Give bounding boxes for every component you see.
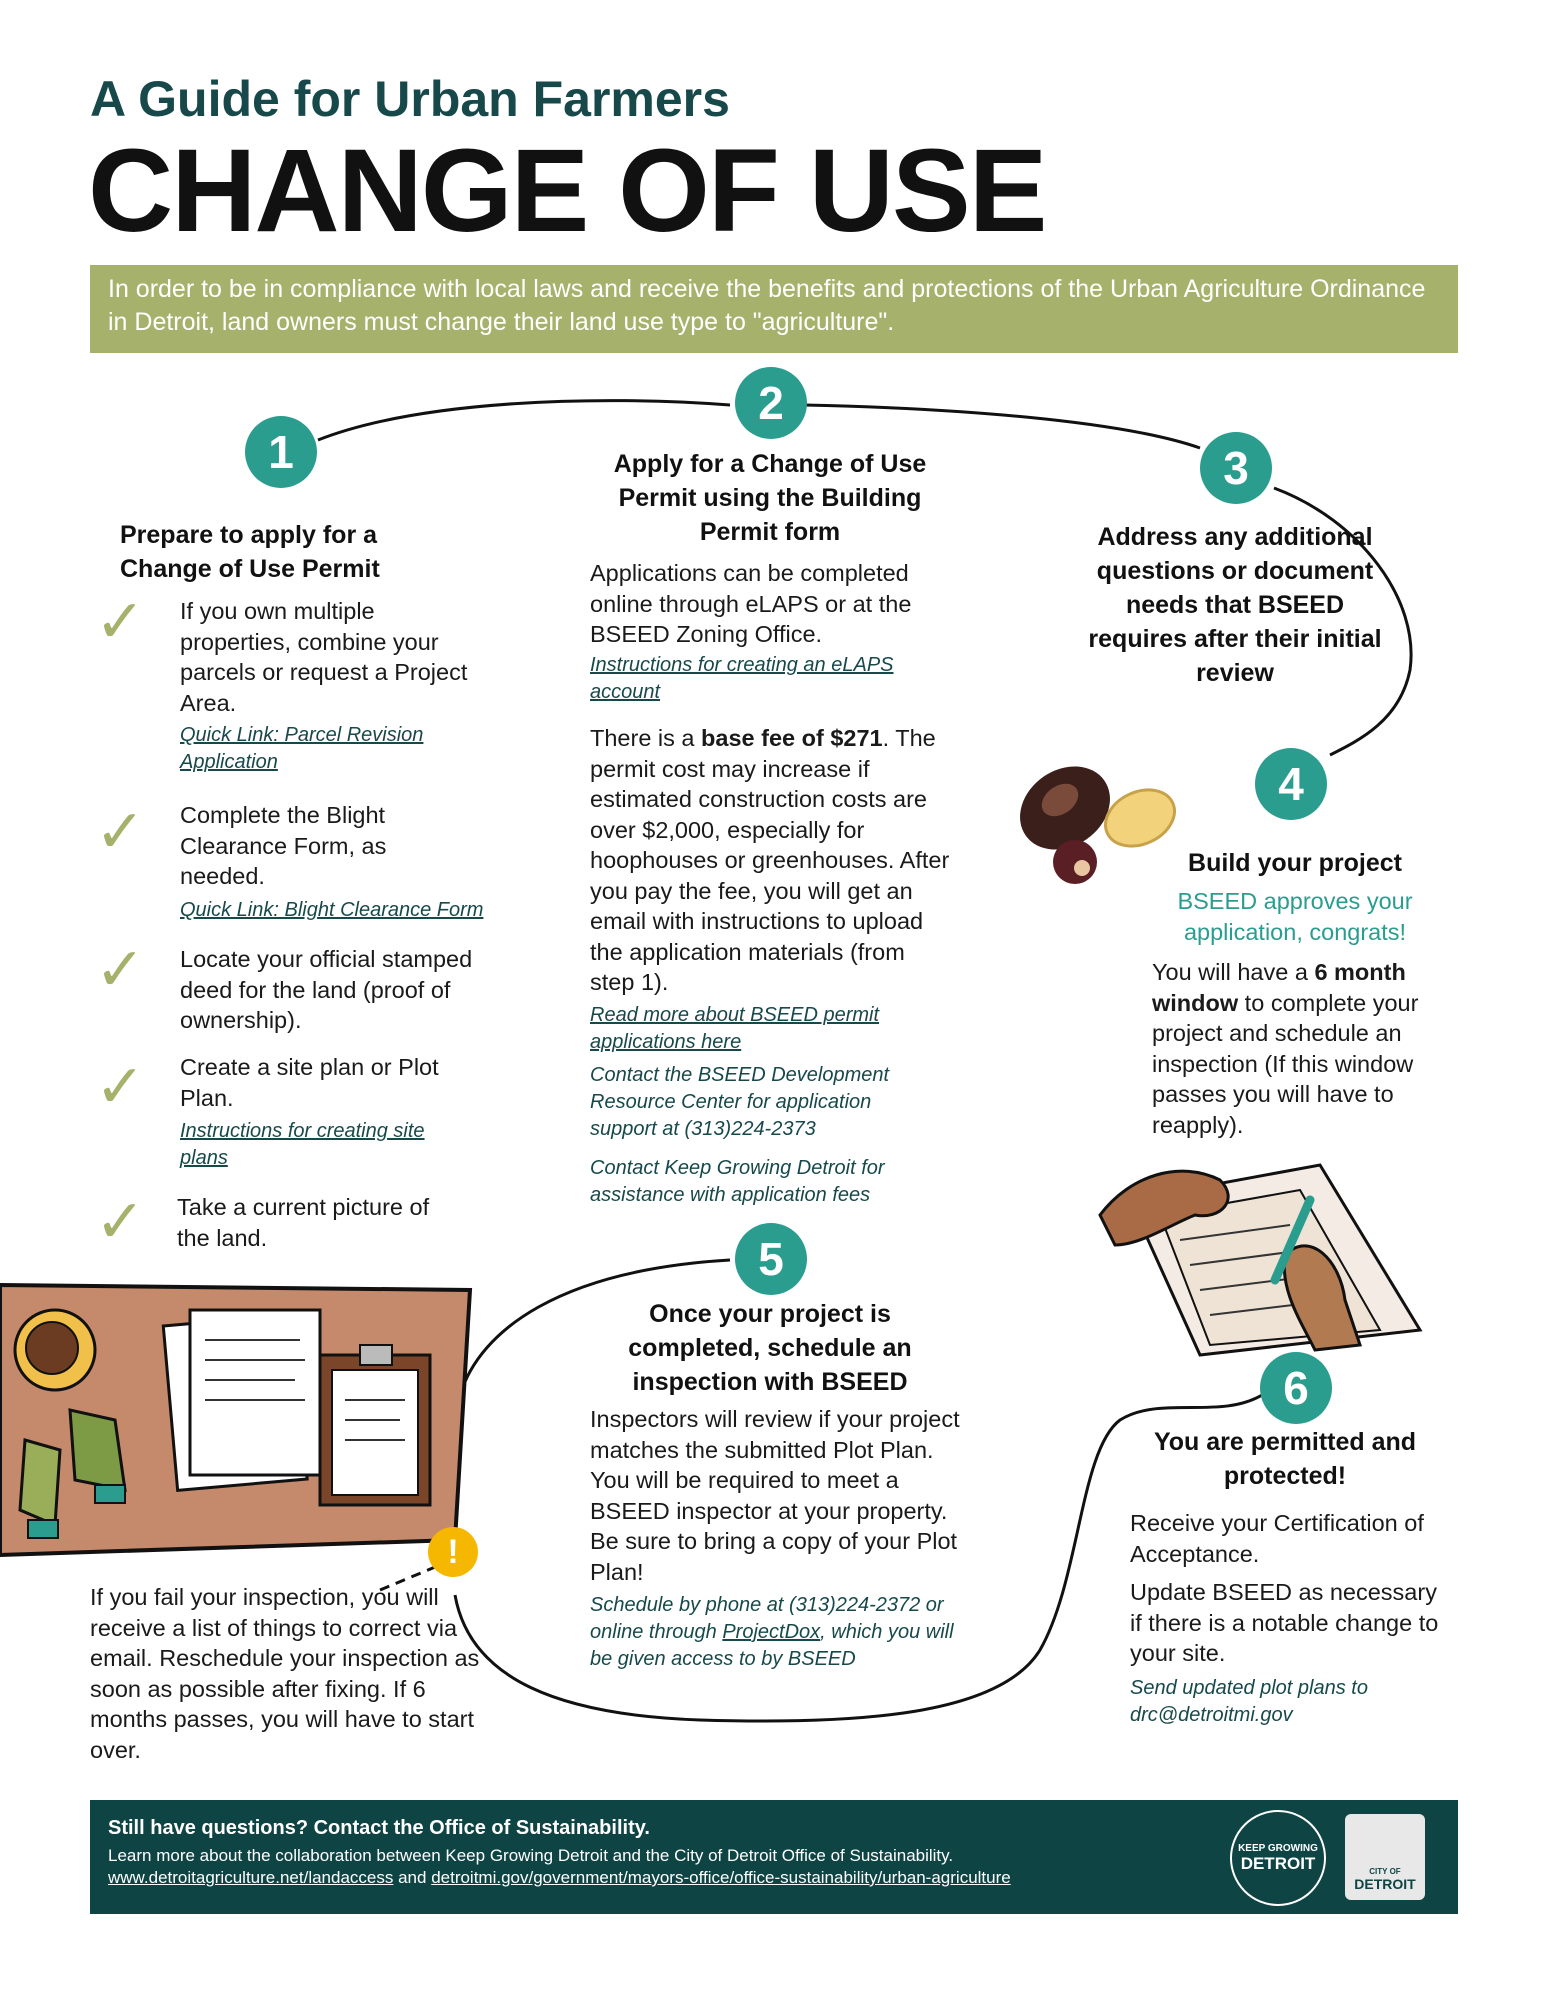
send-plans-note: Send updated plot plans to drc@detroitmi.gov: [1130, 1677, 1368, 1726]
link-line[interactable]: Instructions for creating site: [180, 1120, 425, 1142]
link-line[interactable]: Instructions for creating an eLAPS: [590, 654, 894, 676]
step-2-body: Applications can be completed online through eLAPS or at the BSEED Zoning Office.: [590, 560, 912, 647]
elaps-instructions-link[interactable]: [590, 652, 894, 706]
step-5-body: Inspectors will review if your project matches the submitted Plot Plan. You will be required to meet a BSEED inspector at your property. Be sure to bring a copy of your Plot Plan!: [590, 1406, 960, 1585]
step-4-body: [1152, 957, 1452, 1140]
link-line[interactable]: account: [590, 681, 661, 703]
failed-inspection-text: If you fail your inspection, you will receive a list of things to correct via email. Reschedule your inspection as soon as possible after fixing. If 6 months passes, you will have to start over.: [90, 1584, 480, 1763]
checkmark-icon: ✓: [95, 1188, 146, 1255]
step-1-heading-line: Prepare to apply for a: [120, 521, 378, 549]
logo-text: DETROIT: [1240, 1853, 1316, 1873]
checkmark-icon: ✓: [95, 1053, 146, 1120]
footer-and: and: [393, 1868, 432, 1887]
step-5-badge: 5: [735, 1223, 807, 1295]
step-1-item: Locate your official stamped deed for the land (proof of ownership).: [180, 946, 473, 1033]
detroitagriculture-link[interactable]: www.detroitagriculture.net/landaccess: [108, 1868, 394, 1887]
city-of-detroit-logo: [1345, 1814, 1425, 1900]
window-text-pre: You will have a: [1152, 959, 1315, 985]
schedule-text-post: , which you will be given access to by BSEED: [590, 1621, 954, 1670]
checkmark-icon: ✓: [95, 588, 146, 655]
logo-text: KEEP GROWING: [1238, 1842, 1318, 1854]
footer-links: [108, 1868, 1011, 1888]
paperwork-illustration: [1100, 1165, 1420, 1355]
fee-text-pre: There is a: [590, 725, 702, 751]
footer-banner: [90, 1800, 1458, 1914]
bseed-permits-link[interactable]: [590, 1002, 879, 1056]
site-plan-link[interactable]: [180, 1118, 425, 1172]
step-2-heading: Apply for a Change of Use Permit using the Building Permit form: [613, 450, 927, 546]
certification-text: Receive your Certification of Acceptance.: [1130, 1510, 1424, 1567]
bseed-contact-note: Contact the BSEED Development Resource Center for application support at (313)224-2373: [590, 1064, 890, 1140]
step-3-heading: Address any additional questions or document needs that BSEED requires after their initial review: [1088, 523, 1382, 687]
page-title: CHANGE OF USE: [88, 125, 1046, 257]
parcel-revision-link[interactable]: [180, 722, 423, 776]
base-fee: base fee of $271: [701, 725, 883, 751]
step-2-badge: 2: [735, 367, 807, 439]
checkmark-icon: ✓: [95, 936, 146, 1003]
step-6-badge: 6: [1260, 1352, 1332, 1424]
step-1-item: Take a current picture of the land.: [177, 1194, 430, 1251]
warning-icon: !: [428, 1527, 478, 1577]
blight-clearance-link[interactable]: Quick Link: Blight Clearance Form: [180, 899, 484, 921]
step-4-badge: 4: [1255, 748, 1327, 820]
link-line[interactable]: applications here: [590, 1031, 742, 1053]
intro-banner: In order to be in compliance with local laws and receive the benefits and protections of the Urban Agriculture Ordinance in Detroit, land owners must change their land use type to "agriculture".: [90, 265, 1458, 353]
link-line[interactable]: Read more about BSEED permit: [590, 1004, 880, 1026]
step-3-badge: 3: [1200, 432, 1272, 504]
seeds-illustration: [1004, 749, 1184, 884]
projectdox-link[interactable]: ProjectDox: [722, 1621, 821, 1643]
desk-illustration: [0, 1285, 470, 1555]
step-1-item: Complete the Blight Clearance Form, as needed.: [180, 802, 387, 889]
schedule-text-pre: Schedule by phone at (313)224-2372 or online through: [590, 1594, 944, 1643]
detroitmi-link[interactable]: detroitmi.gov/government/mayors-office/office-sustainability/urban-agriculture: [431, 1868, 1011, 1887]
approval-message: BSEED approves your application, congrats!: [1177, 888, 1413, 945]
link-line[interactable]: plans: [180, 1147, 228, 1169]
step-1-item: If you own multiple properties, combine your parcels or request a Project Area.: [180, 598, 468, 716]
step-1-badge: 1: [245, 416, 317, 488]
link-line[interactable]: Quick Link: Parcel Revision: [180, 724, 424, 746]
step-1-heading-line: Change of Use Permit: [120, 555, 380, 583]
keep-growing-detroit-logo: [1230, 1810, 1326, 1906]
step-5-heading: Once your project is completed, schedule an inspection with BSEED: [628, 1300, 912, 1396]
step-1-item: Create a site plan or Plot Plan.: [180, 1054, 439, 1111]
six-month-window: 6 month window: [1152, 959, 1406, 1016]
footer-heading: Still have questions? Contact the Office of Sustainability.: [108, 1817, 650, 1839]
step-2-fee-text: [590, 723, 955, 998]
footer-description: Learn more about the collaboration between Keep Growing Detroit and the City of Detroit Office of Sustainability.: [108, 1846, 954, 1865]
step-4-heading: Build your project: [1188, 849, 1402, 877]
schedule-note: [590, 1592, 965, 1673]
logo-text: DETROIT: [1354, 1876, 1416, 1892]
update-bseed-text: Update BSEED as necessary if there is a notable change to your site.: [1130, 1579, 1439, 1666]
fee-text-post: . The permit cost may increase if estimated construction costs are over $2,000, especially for hoophouses or greenhouses. After you pay the fee, you will get an email with instructions to upload the application materials (from step 1).: [590, 725, 950, 995]
guide-subtitle: A Guide for Urban Farmers: [90, 71, 730, 127]
checkmark-icon: ✓: [95, 798, 146, 865]
kgd-contact-note: Contact Keep Growing Detroit for assistance with application fees: [590, 1157, 885, 1206]
step-1-heading: [120, 518, 450, 586]
window-text-post: to complete your project and schedule an inspection (If this window passes you will have to reapply).: [1152, 989, 1419, 1138]
logo-text: CITY OF: [1369, 1867, 1401, 1876]
step-6-heading: You are permitted and protected!: [1153, 1428, 1417, 1490]
link-line[interactable]: Application: [180, 751, 278, 773]
